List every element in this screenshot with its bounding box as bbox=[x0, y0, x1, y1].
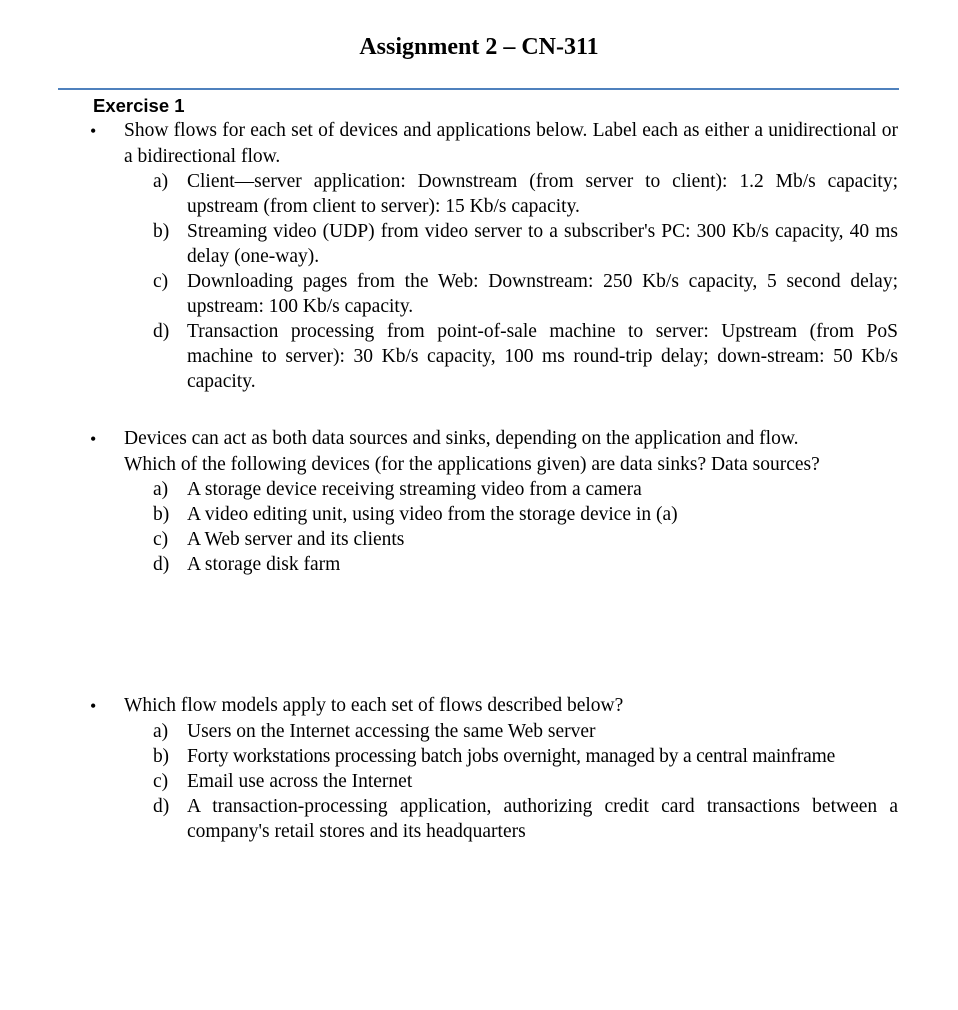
list-item bbox=[124, 477, 898, 502]
list-marker: d) bbox=[153, 796, 170, 817]
question-2-prompt-line-1: Devices can act as both data sources and sinks, depending on the application and flow. bbox=[124, 428, 799, 449]
title-divider bbox=[58, 88, 899, 90]
list-marker: b) bbox=[153, 504, 170, 525]
list-marker: c) bbox=[153, 271, 169, 292]
bullet-point: • bbox=[90, 429, 97, 449]
list-item-text: A Web server and its clients bbox=[187, 529, 405, 550]
question-3-list bbox=[124, 719, 898, 844]
list-item bbox=[124, 794, 898, 844]
list-item-text: Forty workstations processing batch jobs overnight, managed by a central mainframe bbox=[187, 746, 836, 767]
list-item bbox=[124, 169, 898, 219]
list-item-text: A storage device receiving streaming video from a camera bbox=[187, 479, 642, 500]
list-marker: d) bbox=[153, 321, 170, 342]
list-item bbox=[124, 219, 898, 269]
list-item-text: Downloading pages from the Web: Downstream: 250 Kb/s capacity, 5 second delay; upstream: 100 Kb/s capacity. bbox=[187, 271, 898, 317]
question-2-prompt-line-2: Which of the following devices (for the applications given) are data sinks? Data sources? bbox=[124, 453, 820, 475]
document-title: Assignment 2 – CN-311 bbox=[359, 34, 599, 60]
list-item-text: Streaming video (UDP) from video server to a subscriber's PC: 300 Kb/s capacity, 40 ms delay (one-way). bbox=[187, 221, 898, 267]
question-1-list bbox=[124, 169, 898, 394]
list-item-text: Users on the Internet accessing the same Web server bbox=[187, 721, 596, 742]
list-item-text: Client—server application: Downstream (from server to client): 1.2 Mb/s capacity; upstream (from client to server): 15 Kb/s capacity. bbox=[187, 171, 898, 217]
list-item-text: A transaction-processing application, authorizing credit card transactions between a company's retail stores and its headquarters bbox=[187, 796, 898, 842]
list-marker: a) bbox=[153, 171, 169, 192]
list-marker: b) bbox=[153, 746, 169, 767]
question-2-list bbox=[124, 477, 898, 577]
list-item bbox=[124, 719, 898, 744]
list-item bbox=[124, 552, 898, 577]
question-1-prompt: Show flows for each set of devices and applications below. Label each as either a unidirectional or a bidirectional flow. bbox=[124, 120, 898, 167]
list-item bbox=[124, 502, 898, 527]
question-2-prompt bbox=[124, 426, 898, 477]
list-item bbox=[124, 769, 898, 794]
bullet-point: • bbox=[90, 696, 97, 716]
list-item-text: Transaction processing from point-of-sale machine to server: Upstream (from PoS machine to server): 30 Kb/s capacity, 100 ms round-trip delay; down-stream: 50 Kb/s capacity. bbox=[187, 321, 898, 392]
list-marker: a) bbox=[153, 479, 169, 500]
bullet-point: • bbox=[90, 121, 97, 141]
list-marker: c) bbox=[153, 771, 169, 792]
list-item-text: A video editing unit, using video from the storage device in (a) bbox=[187, 504, 678, 525]
list-item bbox=[124, 319, 898, 394]
list-item bbox=[124, 527, 898, 552]
list-item bbox=[124, 744, 898, 769]
list-item bbox=[124, 269, 898, 319]
list-marker: a) bbox=[153, 721, 169, 742]
list-marker: c) bbox=[153, 529, 169, 550]
exercise-heading: Exercise 1 bbox=[93, 95, 185, 116]
list-item-text: A storage disk farm bbox=[187, 554, 341, 575]
list-item-text: Email use across the Internet bbox=[187, 771, 413, 792]
list-marker: b) bbox=[153, 221, 170, 242]
list-marker: d) bbox=[153, 554, 170, 575]
question-3-prompt: Which flow models apply to each set of flows described below? bbox=[124, 695, 624, 716]
